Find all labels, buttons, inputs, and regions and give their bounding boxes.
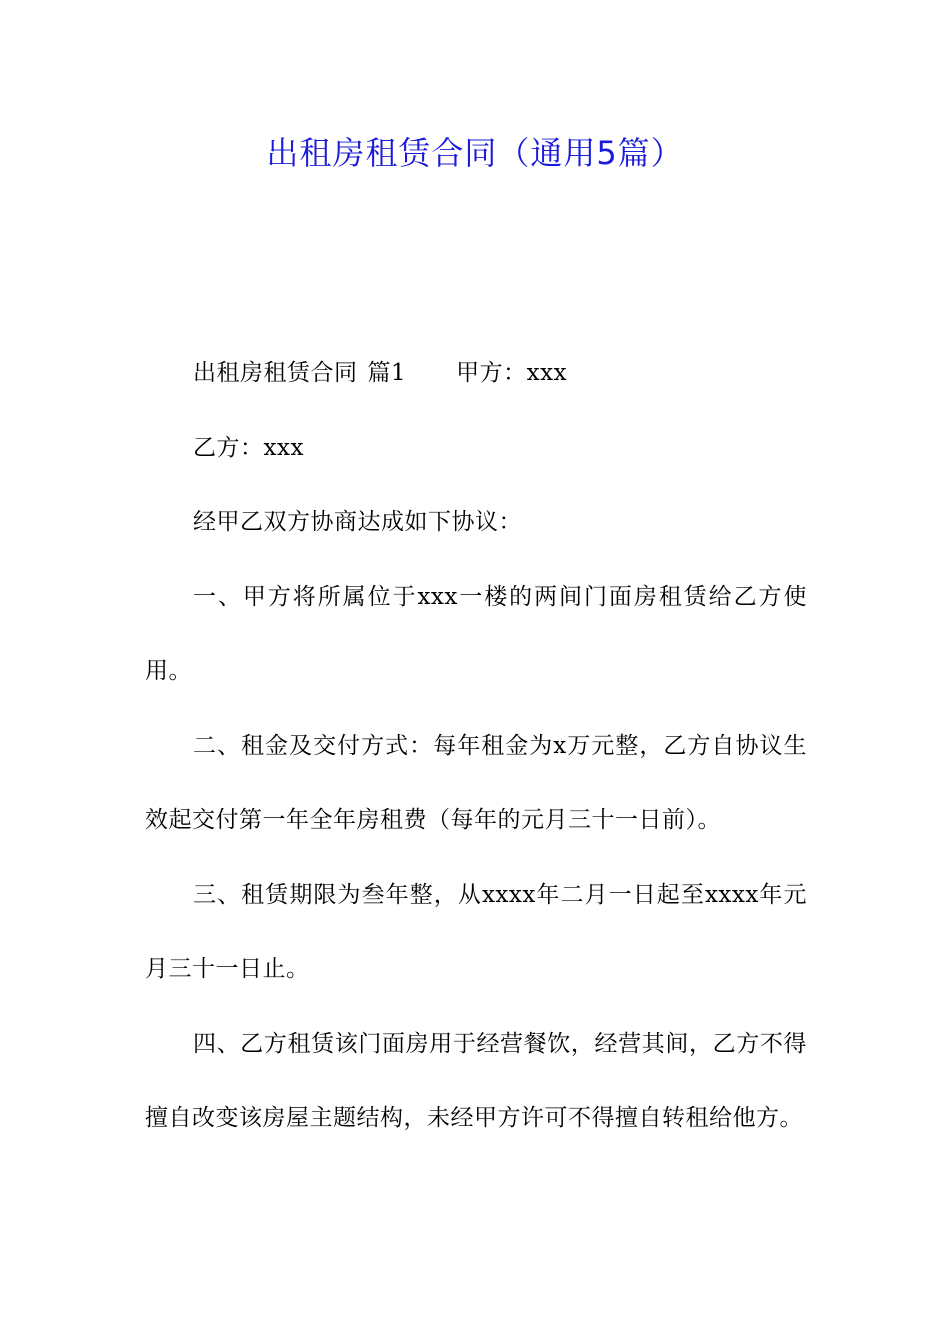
section-heading-line: [145, 336, 807, 411]
party-a: 甲方：xxx: [456, 360, 568, 386]
section-number: 篇1: [367, 360, 407, 386]
paragraph-clause-1: 一、甲方将所属位于xxx一楼的两间门面房租赁给乙方使用。: [145, 583, 807, 684]
paragraph-clause-2: 二、租金及交付方式：每年租金为x万元整，乙方自协议生效起交付第一年全年房租费（每年的元月三十一日前）。: [145, 732, 807, 833]
paragraph-clause-4: 四、乙方租赁该门面房用于经营餐饮，经营其间，乙方不得擅自改变该房屋主题结构，未经甲方许可不得擅自转租给他方。: [145, 1030, 807, 1131]
paragraph-clause-3: 三、租赁期限为叁年整，从xxxx年二月一日起至xxxx年元月三十一日止。: [145, 881, 807, 982]
paragraph-intro: 经甲乙双方协商达成如下协议：: [193, 509, 522, 535]
document-title: 出租房租赁合同（通用5篇）: [266, 134, 684, 172]
document-body: [145, 336, 807, 1156]
section-heading: 出租房租赁合同: [193, 360, 358, 386]
party-b: 乙方：xxx: [193, 434, 304, 461]
